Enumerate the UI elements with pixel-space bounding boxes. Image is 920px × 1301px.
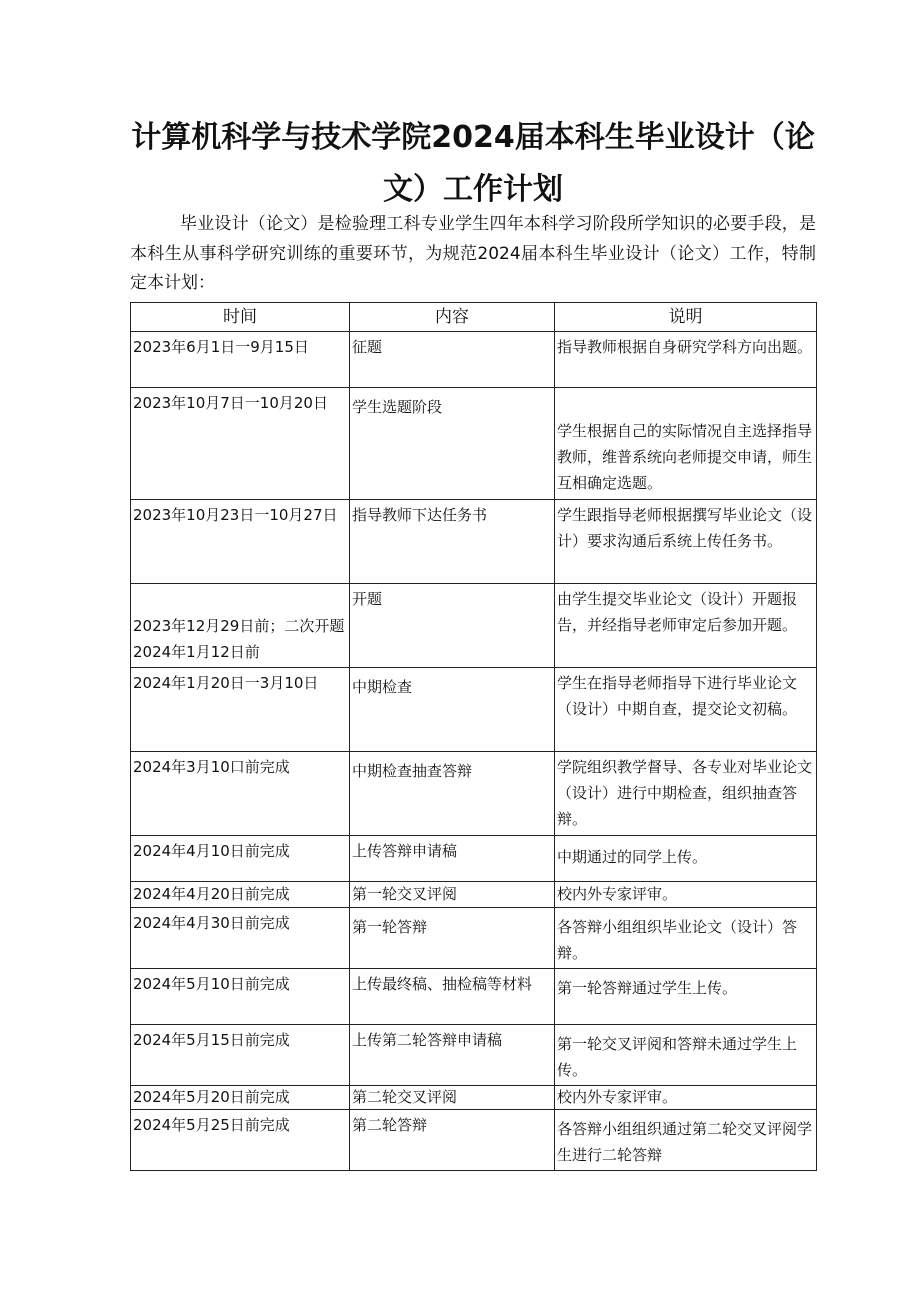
table-row (131, 1086, 817, 1110)
time-cell: 2024年5月10日前完成 (131, 969, 350, 1025)
note-cell: 学生跟指导老师根据撰写毕业论文（设计）要求沟通后系统上传任务书。 (555, 500, 817, 584)
time-cell: 2024年5月25日前完成 (131, 1110, 350, 1171)
note-cell: 指导教师根据自身研究学科方向出题。 (555, 332, 817, 388)
table-row (131, 1025, 817, 1086)
time-cell: 2023年6月1日一9月15日 (131, 332, 350, 388)
header-note: 说明 (555, 303, 817, 332)
table-header-row (131, 303, 817, 332)
table-row (131, 882, 817, 908)
note-cell: 中期通过的同学上传。 (555, 836, 817, 882)
content-cell: 第一轮答辩 (350, 908, 555, 969)
note-cell: 校内外专家评审。 (555, 882, 817, 908)
content-cell: 第一轮交叉评阅 (350, 882, 555, 908)
content-cell: 第二轮答辩 (350, 1110, 555, 1171)
content-cell: 征题 (350, 332, 555, 388)
time-cell: 2023年10月7日一10月20日 (131, 388, 350, 500)
note-cell: 各答辩小组组织毕业论文（设计）答辩。 (555, 908, 817, 969)
time-cell: 2024年4月10日前完成 (131, 836, 350, 882)
note-cell: 学院组织教学督导、各专业对毕业论文（设计）进行中期检查，组织抽查答辩。 (555, 752, 817, 836)
time-cell: 2023年12月29日前；二次开题2024年1月12日前 (131, 584, 350, 668)
table-row (131, 908, 817, 969)
time-cell: 2024年4月30日前完成 (131, 908, 350, 969)
table-row (131, 969, 817, 1025)
content-cell: 上传第二轮答辩申请稿 (350, 1025, 555, 1086)
table-row (131, 1110, 817, 1171)
table-row (131, 388, 817, 500)
content-cell: 中期检查抽查答辩 (350, 752, 555, 836)
content-cell: 上传答辩申请稿 (350, 836, 555, 882)
content-cell: 上传最终稿、抽检稿等材料 (350, 969, 555, 1025)
time-cell: 2023年10月23日一10月27日 (131, 500, 350, 584)
header-content: 内容 (350, 303, 555, 332)
table-row (131, 668, 817, 752)
note-cell: 各答辩小组组织通过第二轮交叉评阅学生进行二轮答辩 (555, 1110, 817, 1171)
note-cell: 由学生提交毕业论文（设计）开题报告，并经指导老师审定后参加开题。 (555, 584, 817, 668)
table-row (131, 500, 817, 584)
table-row (131, 836, 817, 882)
schedule-table (130, 302, 817, 1171)
table-row (131, 584, 817, 668)
time-cell: 2024年5月15日前完成 (131, 1025, 350, 1086)
content-cell: 学生选题阶段 (350, 388, 555, 500)
note-cell: 第一轮交叉评阅和答辩未通过学生上传。 (555, 1025, 817, 1086)
header-time: 时间 (131, 303, 350, 332)
page-title: 计算机科学与技术学院2024届本科生毕业设计（论文）工作计划 (131, 120, 815, 207)
table-row (131, 332, 817, 388)
note-cell: 第一轮答辩通过学生上传。 (555, 969, 817, 1025)
content-cell: 开题 (350, 584, 555, 668)
content-cell: 第二轮交叉评阅 (350, 1086, 555, 1110)
table-row (131, 752, 817, 836)
time-cell: 2024年5月20日前完成 (131, 1086, 350, 1110)
time-cell: 2024年4月20日前完成 (131, 882, 350, 908)
time-cell: 2024年3月10口前完成 (131, 752, 350, 836)
note-cell: 学生在指导老师指导下进行毕业论文（设计）中期自查，提交论文初稿。 (555, 668, 817, 752)
note-cell: 学生根据自己的实际情况自主选择指导教师，维普系统向老师提交申请，师生互相确定选题。 (555, 388, 817, 500)
content-cell: 中期检查 (350, 668, 555, 752)
time-cell: 2024年1月20日一3月10日 (131, 668, 350, 752)
note-cell: 校内外专家评审。 (555, 1086, 817, 1110)
content-cell: 指导教师下达任务书 (350, 500, 555, 584)
intro-paragraph: 毕业设计（论文）是检验理工科专业学生四年本科学习阶段所学知识的必要手段，是本科生从事科学研究训练的重要环节，为规范2024届本科生毕业设计（论文）工作，特制定本计划： (130, 214, 816, 293)
